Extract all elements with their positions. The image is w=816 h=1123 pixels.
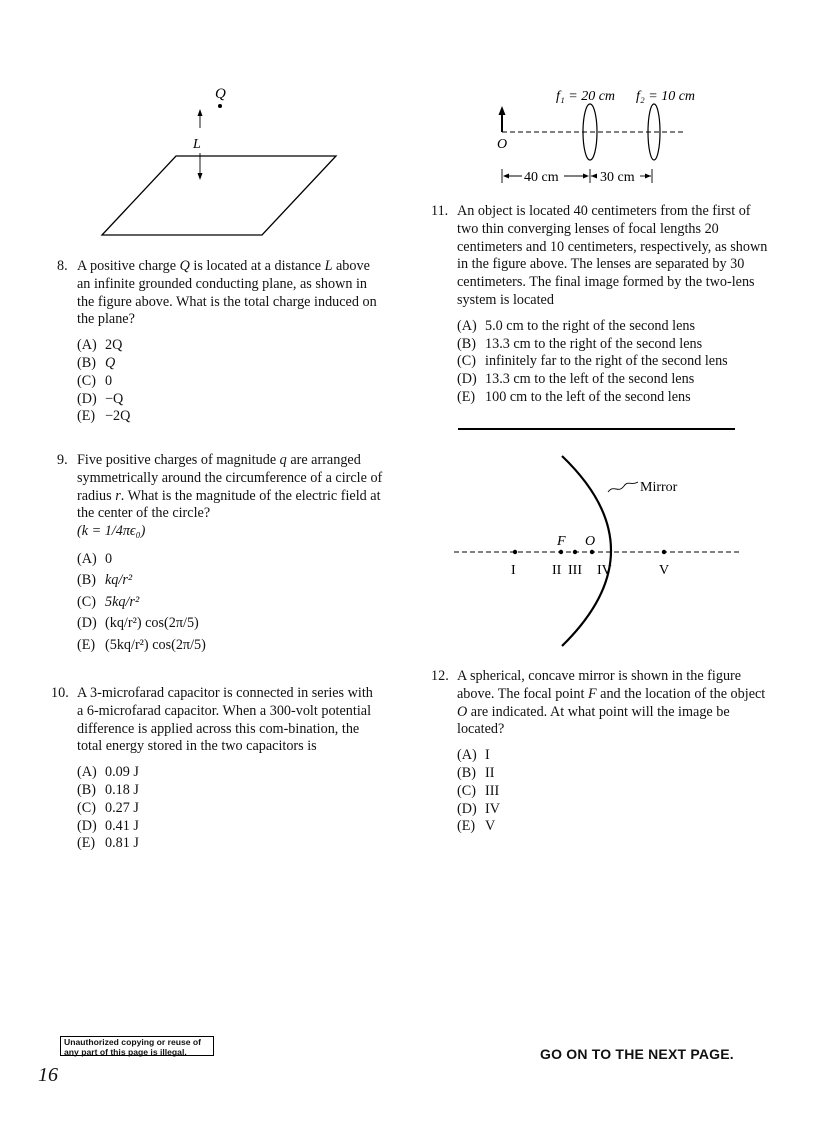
point-label-I: I [511,563,516,578]
answer-choices [77,337,377,426]
section-divider [458,428,735,430]
question-number: 9. [57,452,68,468]
answer-choices [457,747,771,836]
choice-d[interactable]: (D) −Q [77,390,124,407]
question-9 [57,452,387,656]
answer-choices [457,318,771,407]
two-lens-figure [490,82,720,188]
question-10 [51,685,381,853]
choice-d[interactable]: (D) 0.41 J [77,817,139,834]
question-11 [431,203,771,407]
question-number: 12. [431,668,449,684]
choice-e[interactable]: (E) (5kq/r²) cos(2π/5) [77,636,206,653]
choice-d[interactable]: (D) IV [457,800,500,817]
question-stem: A 3-microfarad capacitor is connected in series with a 6-microfarad capacitor. When a 300-volt potential difference is applied across this com-bination, the total energy stored in the two capacitors is [77,685,373,755]
point-IV [590,550,594,554]
notice-line-1: Unauthorized copying or reuse of [64,1037,202,1047]
choice-e[interactable]: (E) 0.81 J [77,835,139,852]
f2-label: f₂ = 10 cm [636,89,696,104]
question-8 [57,258,377,426]
choice-b[interactable]: (B) 0.18 J [77,781,139,798]
question-number: 11. [431,203,449,219]
distance-label: L [193,137,201,152]
question-stem: An object is located 40 centimeters from the first of two thin converging lenses of focal lengths 20 centimeters and 10 centimeters, respectively, as shown in the figure above. The lenses are separated by 30 centimeters. The final image formed by the two-lens system is located [457,203,768,308]
choice-e[interactable]: (E) −2Q [77,408,131,425]
point-label-V: V [659,563,670,578]
concave-mirror [562,456,611,646]
plane-charge-figure [96,82,346,242]
choice-c[interactable]: (C) infinitely far to the right of the second lens [457,353,728,370]
answer-choices [77,764,381,853]
choice-a[interactable]: (A) 0.09 J [77,764,139,781]
mirror-label: Mirror [640,480,678,495]
conducting-plane [102,156,336,235]
d1-label: 40 cm [524,170,559,185]
question-stem: A spherical, concave mirror is shown in the figure above. The focal point F and the location of the object O are indicated. At what point will the image be located? [457,668,766,738]
choice-a[interactable]: (A) 2Q [77,337,123,354]
go-on-notice: GO ON TO THE NEXT PAGE. [540,1046,734,1062]
choice-e[interactable]: (E) V [457,818,496,835]
f1-label: f₁ = 20 cm [556,89,616,104]
question-stem: A positive charge Q is located at a distance L above an infinite grounded conducting plane, as shown in the figure above. What is the total charge induced on the plane? [77,258,377,328]
mirror-figure [450,450,750,655]
page-number: 16 [38,1064,58,1086]
point-label-III: III [568,563,582,578]
object-arrow-icon [499,106,506,115]
d2-label: 30 cm [600,170,635,185]
point-V [662,550,666,554]
point-II [559,550,563,554]
choice-c[interactable]: (C) 0 [77,372,113,389]
point-III [573,550,577,554]
choice-b[interactable]: (B) 13.3 cm to the right of the second lens [457,335,703,352]
point-label-II: II [552,563,562,578]
question-number: 10. [51,685,69,701]
question-number: 8. [57,258,68,274]
choice-b[interactable]: (B) II [457,764,495,781]
choice-d[interactable]: (D) 13.3 cm to the left of the second lens [457,371,695,388]
coulomb-constant: (k = 1/4πϵ₀) [77,523,146,540]
choice-b[interactable]: (B) Q [77,354,116,371]
question-stem: Five positive charges of magnitude q are arranged symmetrically around the circumference of a circle of radius r. What is the magnitude of the electric field at the center of the circle? [77,452,383,522]
choice-d[interactable]: (D) (kq/r²) cos(2π/5) [77,615,199,632]
notice-line-2: any part of this page is illegal. [64,1046,187,1057]
point-I [513,550,517,554]
mirror-pointer [608,482,638,492]
choice-a[interactable]: (A) I [457,747,490,764]
copyright-notice [60,1036,214,1056]
focal-point-label: F [557,534,566,549]
question-12 [431,668,771,836]
choice-a[interactable]: (A) 5.0 cm to the right of the second lens [457,317,696,334]
choice-c[interactable]: (C) III [457,782,500,799]
arrow-down-icon [198,173,203,180]
object-point-label: O [585,534,596,549]
choice-a[interactable]: (A) 0 [77,550,113,567]
arrow-up-icon [198,109,203,116]
choice-e[interactable]: (E) 100 cm to the left of the second lens [457,388,691,405]
point-label-IV: IV [597,563,612,578]
charge-dot [218,104,222,108]
choice-b[interactable]: (B) kq/r² [77,572,133,589]
choice-c[interactable]: (C) 0.27 J [77,799,139,816]
object-label: O [497,137,508,152]
answer-choices [77,549,387,657]
choice-c[interactable]: (C) 5kq/r² [77,593,140,610]
charge-label: Q [215,86,226,102]
